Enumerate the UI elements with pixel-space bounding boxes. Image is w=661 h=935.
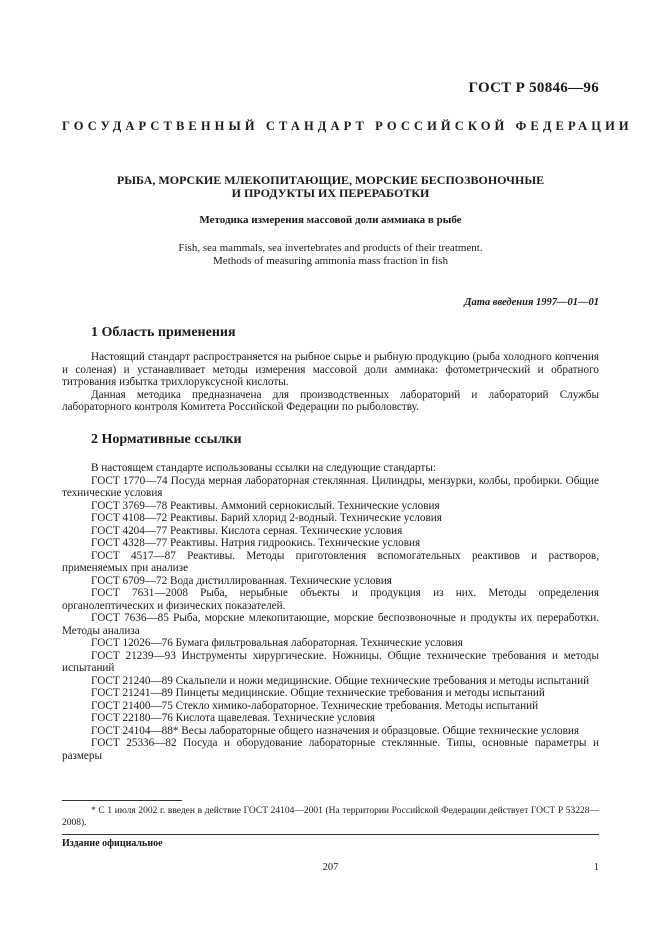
- section-1-body: [62, 351, 599, 414]
- footnote: [62, 805, 599, 829]
- footnote-divider: [62, 800, 182, 801]
- title-line-2: И ПРОДУКТЫ ИХ ПЕРЕРАБОТКИ: [231, 186, 430, 200]
- reference-item: ГОСТ 7636—85 Рыба, морские млекопитающие, морские беспозвоночные и продукты их переработки. Методы анализа: [62, 612, 599, 637]
- edition-divider: [62, 834, 599, 835]
- document-subtitle: Методика измерения массовой доли аммиака в рыбе: [199, 214, 462, 226]
- reference-item: ГОСТ 3769—78 Реактивы. Аммоний сернокислый. Технические условия: [91, 499, 440, 512]
- reference-item: ГОСТ 21240—89 Скальпели и ножи медицинские. Общие технические требования и методы испытаний: [91, 674, 590, 687]
- reference-item: ГОСТ 21241—89 Пинцеты медицинские. Общие технические требования и методы испытаний: [91, 687, 545, 699]
- english-title-line-1: Fish, sea mammals, sea invertebrates and products of their treatment.: [178, 242, 483, 254]
- reference-item: ГОСТ 24104—88* Весы лабораторные общего назначения и образцовые. Общие технические условия: [91, 724, 580, 737]
- reference-item: ГОСТ 12026—76 Бумага фильтровальная лабораторная. Технические условия: [91, 637, 463, 649]
- english-title-line-2: Methods of measuring ammonia mass fraction in fish: [213, 255, 448, 267]
- section-1-heading: 1 Область применения: [91, 325, 236, 340]
- reference-item: ГОСТ 25336—82 Посуда и оборудование лабораторные стеклянные. Типы, основные параметры и размеры: [62, 737, 599, 762]
- section-2-heading: 2 Нормативные ссылки: [91, 432, 242, 447]
- paragraph: В настоящем стандарте использованы ссылки на следующие стандарты:: [91, 462, 436, 474]
- document-title: [62, 174, 599, 200]
- reference-item: ГОСТ 6709—72 Вода дистиллированная. Технические условия: [91, 574, 392, 587]
- reference-item: ГОСТ 1770—74 Посуда мерная лабораторная стеклянная. Цилиндры, мензурки, колбы, пробирки. Общие технические условия: [62, 474, 599, 499]
- sheet-number: 1: [593, 862, 599, 873]
- introduction-date: Дата введения 1997—01—01: [464, 297, 599, 308]
- english-title: [62, 242, 599, 268]
- reference-item: ГОСТ 21400—75 Стекло химико-лабораторное. Технические требования. Методы испытаний: [91, 699, 539, 712]
- reference-item: ГОСТ 4204—77 Реактивы. Кислота серная. Технические условия: [91, 524, 403, 537]
- title-line-1: РЫБА, МОРСКИЕ МЛЕКОПИТАЮЩИЕ, МОРСКИЕ БЕСПОЗВОНОЧНЫЕ: [116, 173, 545, 187]
- footnote-text: * С 1 июля 2002 г. введен в действие ГОСТ 24104—2001 (На территории Российской Федерации действует ГОСТ Р 53228—2008).: [62, 806, 599, 828]
- edition-label: Издание официальное: [62, 838, 163, 849]
- document-number: ГОСТ Р 50846—96: [468, 80, 599, 96]
- standard-header: ГОСУДАРСТВЕННЫЙ СТАНДАРТ РОССИЙСКОЙ ФЕДЕРАЦИИ: [62, 119, 633, 133]
- reference-item: ГОСТ 7631—2008 Рыба, нерыбные объекты и продукция из них. Методы определения органолептических и физических показателей.: [62, 587, 599, 612]
- reference-item: ГОСТ 4517—87 Реактивы. Методы приготовления вспомогательных реактивов и растворов, применяемых при анализе: [62, 549, 599, 574]
- reference-item: ГОСТ 21239—93 Инструменты хирургические. Ножницы. Общие технические требования и методы испытаний: [62, 649, 599, 674]
- page-number: 207: [322, 862, 339, 873]
- reference-item: ГОСТ 22180—76 Кислота щавелевая. Технические условия: [91, 712, 375, 724]
- reference-item: ГОСТ 4108—72 Реактивы. Барий хлорид 2-водный. Технические условия: [91, 512, 442, 524]
- paragraph: Данная методика предназначена для производственных лабораторий и лабораторий Службы лабораторного контроля Комитета Российской Федерации по рыболовству.: [62, 388, 599, 413]
- section-2-body: [62, 462, 599, 762]
- paragraph: Настоящий стандарт распространяется на рыбное сырье и рыбную продукцию (рыба холодного копчения и соленая) и устанавливает методы измерения массовой доли аммиака: фотометрический и обратного титрования избытка трихлоруксусной кислоты.: [62, 351, 599, 388]
- reference-item: ГОСТ 4328—77 Реактивы. Натрия гидроокись. Технические условия: [91, 537, 421, 549]
